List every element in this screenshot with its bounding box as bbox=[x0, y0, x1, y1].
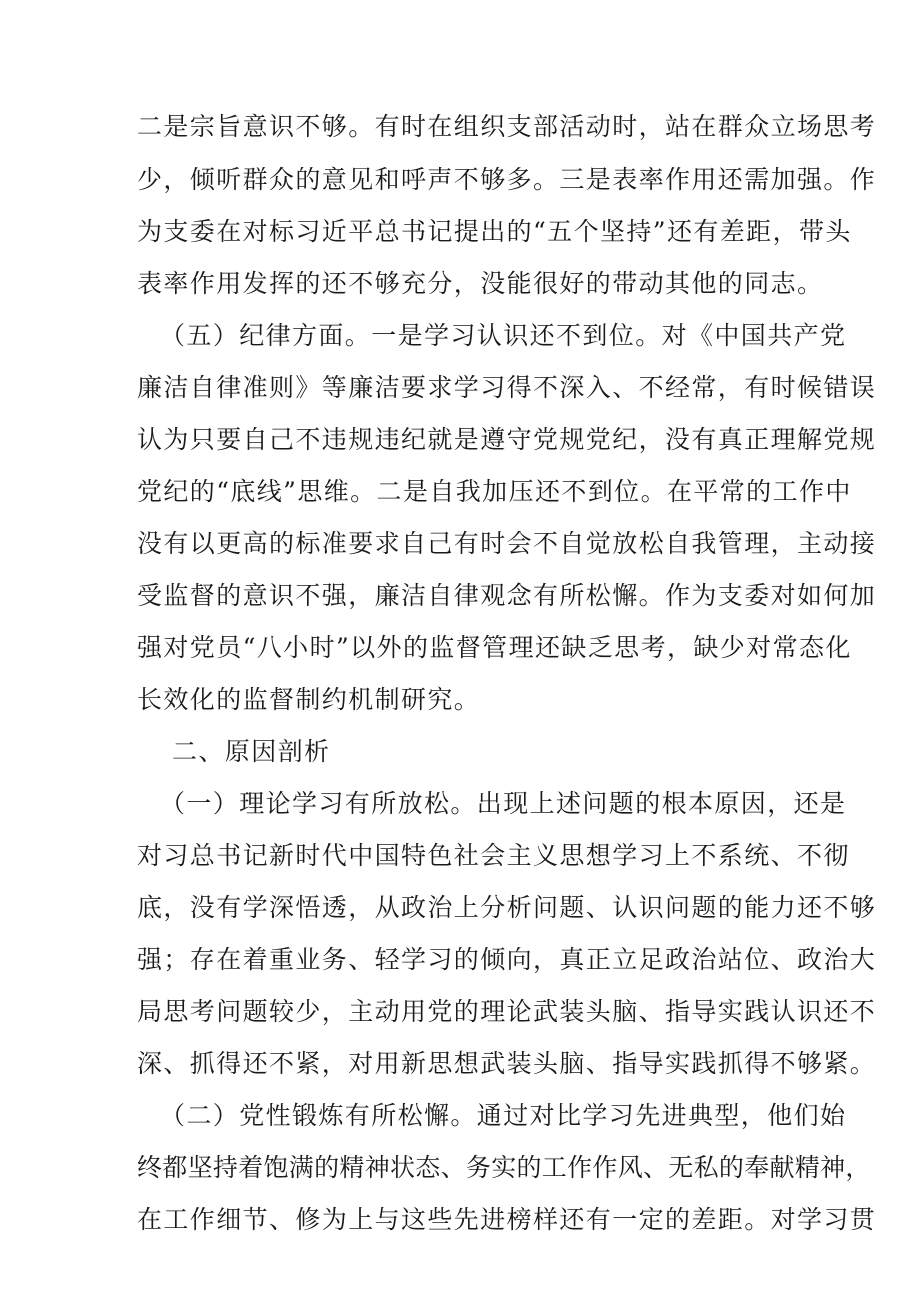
paragraph-line: 受监督的意识不强，廉洁自律观念有所松懈。作为支委对如何加 bbox=[137, 581, 877, 610]
paragraph-line: 对习总书记新时代中国特色社会主义思想学习上不系统、不彻 bbox=[137, 841, 850, 870]
paragraph-line: 党纪的“底线”思维。二是自我加压还不到位。在平常的工作中 bbox=[137, 477, 852, 506]
paragraph-line: 表率作用发挥的还不够充分，没能很好的带动其他的同志。 bbox=[137, 269, 824, 298]
paragraph-line: 局思考问题较少，主动用党的理论武装头脑、指导实践认识还不 bbox=[137, 997, 877, 1026]
paragraph-line: 没有以更高的标准要求自己有时会不自觉放松自我管理，主动接 bbox=[137, 529, 877, 558]
section-title-cause-analysis: 二、原因剖析 bbox=[172, 737, 331, 766]
paragraph-line: 长效化的监督制约机制研究。 bbox=[137, 685, 481, 714]
paragraph-line: 终都坚持着饱满的精神状态、务实的工作作风、无私的奉献精神， bbox=[137, 1153, 871, 1182]
section-heading-discipline: （五）纪律方面。一是学习认识还不到位。对《中国共产党 bbox=[160, 321, 847, 350]
section-heading-party-spirit: （二）党性锻炼有所松懈。通过对比学习先进典型，他们始 bbox=[160, 1101, 847, 1130]
paragraph-line: 廉洁自律准则》等廉洁要求学习得不深入、不经常，有时候错误 bbox=[137, 373, 877, 402]
paragraph-line: 为支委在对标习近平总书记提出的“五个坚持”还有差距，带头 bbox=[137, 217, 852, 246]
paragraph-line: 少，倾听群众的意见和呼声不够多。三是表率作用还需加强。作 bbox=[137, 165, 877, 194]
paragraph-line: 在工作细节、修为上与这些先进榜样还有一定的差距。对学习贯 bbox=[137, 1205, 877, 1234]
paragraph-line: 二是宗旨意识不够。有时在组织支部活动时，站在群众立场思考 bbox=[137, 112, 877, 141]
paragraph-line: 认为只要自己不违规违纪就是遵守党规党纪，没有真正理解党规 bbox=[137, 425, 877, 454]
paragraph-line: 底，没有学深悟透，从政治上分析问题、认识问题的能力还不够 bbox=[137, 893, 877, 922]
paragraph-line: 深、抓得还不紧，对用新思想武装头脑、指导实践抓得不够紧。 bbox=[137, 1049, 877, 1078]
paragraph-line: 强对党员“八小时”以外的监督管理还缺乏思考，缺少对常态化 bbox=[137, 633, 852, 662]
paragraph-line: 强；存在着重业务、轻学习的倾向，真正立足政治站位、政治大 bbox=[137, 945, 877, 974]
section-heading-theory-study: （一）理论学习有所放松。出现上述问题的根本原因，还是 bbox=[160, 789, 847, 818]
